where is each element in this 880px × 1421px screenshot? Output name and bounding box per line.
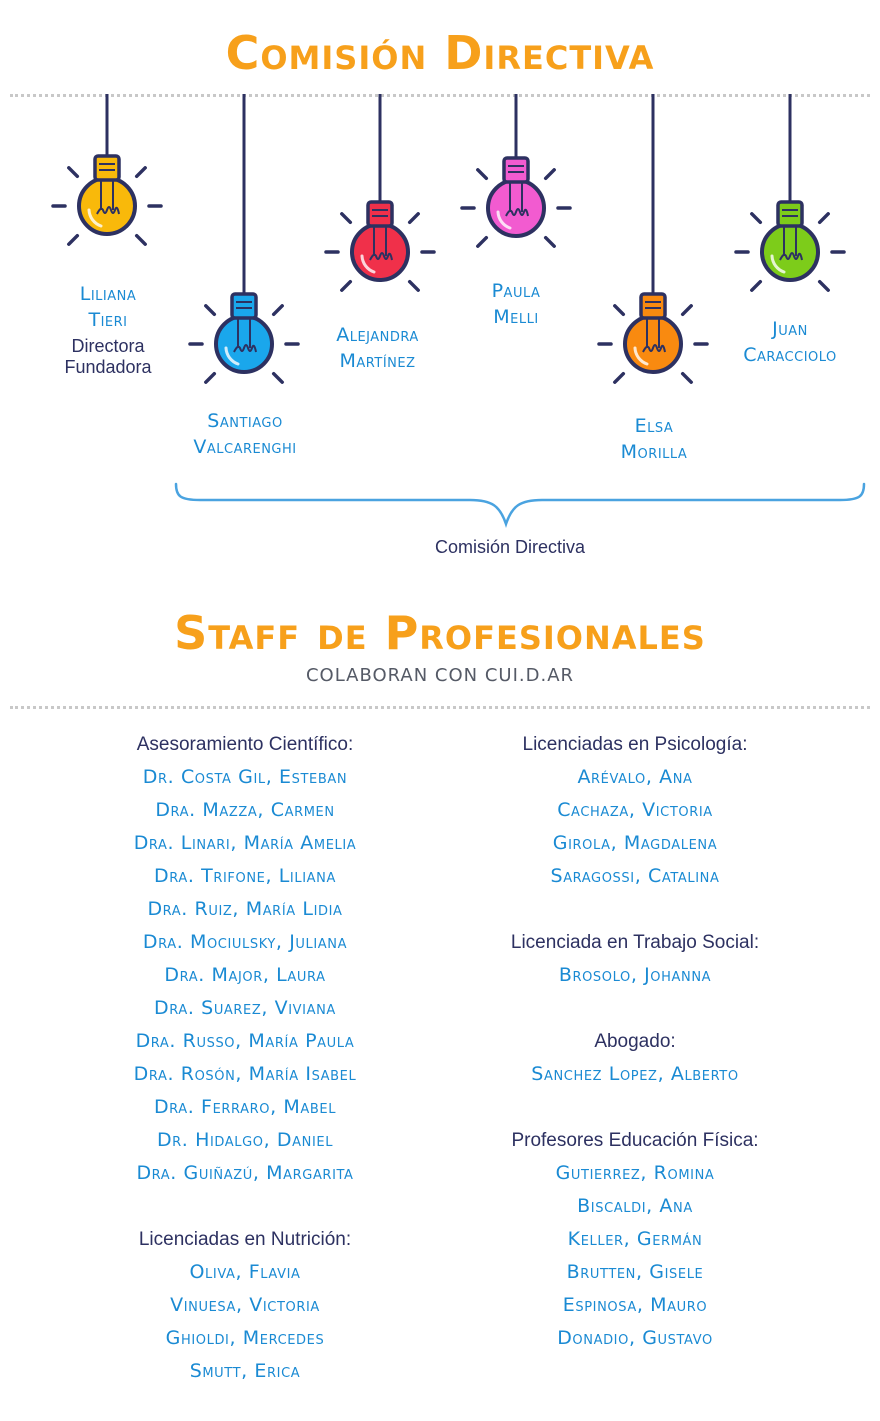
staff-member: Arévalo, Ana (577, 766, 693, 788)
staff-member: Gutierrez, Romina (555, 1162, 715, 1184)
staff-member: Vinuesa, Victoria (170, 1294, 320, 1316)
staff-column-left (45, 728, 445, 1421)
member-role (48, 336, 168, 378)
staff-member: Dr. Hidalgo, Daniel (156, 1129, 334, 1151)
member-name-1 (48, 281, 168, 333)
member-first-name: Juan (772, 318, 808, 340)
staff-member: Brutten, Gisele (566, 1261, 704, 1283)
staff-member: Dra. Mociulsky, Juliana (142, 931, 348, 953)
staff-member: Dra. Ferraro, Mabel (153, 1096, 337, 1118)
staff-group (45, 728, 445, 1190)
staff-member: Dra. Mazza, Carmen (155, 799, 335, 821)
staff-member: Dra. Russo, María Paula (135, 1030, 355, 1052)
staff-member: Dra. Linari, María Amelia (133, 832, 357, 854)
member-name-5 (594, 413, 714, 465)
staff-member: Brosolo, Johanna (558, 964, 712, 986)
staff-group (435, 926, 835, 992)
member-first-name: Santiago (207, 410, 283, 432)
staff-member: Dra. Trifone, Liliana (154, 865, 336, 887)
lightbulb-icon (326, 94, 434, 290)
group-heading: Abogado: (594, 1031, 676, 1052)
curly-bracket (170, 480, 870, 540)
group-heading: Licenciadas en Psicología: (522, 734, 748, 755)
staff-member: Dra. Rosón, María Isabel (133, 1063, 357, 1085)
member-last-name: Morilla (620, 441, 688, 463)
staff-column-right (435, 728, 835, 1388)
lightbulb-icon (53, 94, 161, 244)
member-first-name: Alejandra (336, 324, 419, 346)
group-heading: Licenciadas en Nutrición: (138, 1229, 352, 1250)
member-first-name: Liliana (79, 283, 137, 305)
staff-member: Saragossi, Catalina (550, 865, 720, 887)
staff-member: Dr. Costa Gil, Esteban (142, 766, 348, 788)
staff-member: Smutt, Erica (189, 1360, 301, 1382)
member-name-2 (170, 408, 320, 460)
staff-member: Cachaza, Victoria (557, 799, 713, 821)
member-last-name: Melli (493, 306, 539, 328)
staff-member: Oliva, Flavia (189, 1261, 301, 1283)
member-last-name: Martínez (339, 350, 416, 372)
member-last-name: Caracciolo (743, 344, 837, 366)
member-last-name: Valcarenghi (193, 436, 297, 458)
staff-member: Girola, Magdalena (552, 832, 718, 854)
staff-group (435, 728, 835, 893)
lightbulb-icon (462, 94, 570, 246)
lightbulb-icon (599, 94, 707, 382)
board-title: Comisión Directiva (225, 26, 655, 80)
staff-member: Dra. Suarez, Viviana (154, 997, 336, 1019)
staff-subtitle: COLABORAN CON CUI.D.AR (305, 665, 575, 686)
staff-member: Sanchez Lopez, Alberto (531, 1063, 739, 1085)
member-name-6 (725, 316, 855, 368)
staff-member: Espinosa, Mauro (562, 1294, 708, 1316)
role-line: Directora (71, 336, 145, 356)
staff-member: Dra. Guiñazú, Margarita (136, 1162, 354, 1184)
member-first-name: Elsa (634, 415, 674, 437)
staff-group (435, 1025, 835, 1091)
member-name-3 (310, 322, 445, 374)
staff-member: Keller, Germán (567, 1228, 703, 1250)
member-first-name: Paula (491, 280, 541, 302)
staff-member: Donadio, Gustavo (557, 1327, 713, 1349)
group-heading: Profesores Educación Física: (511, 1130, 759, 1151)
group-heading: Asesoramiento Científico: (136, 734, 354, 755)
role-line: Fundadora (64, 357, 152, 377)
staff-member: Ghioldi, Mercedes (165, 1327, 325, 1349)
staff-member: Dra. Major, Laura (164, 964, 326, 986)
bracket-label: Comisión Directiva (434, 537, 586, 557)
staff-member: Biscaldi, Ana (577, 1195, 693, 1217)
lightbulb-icon (190, 94, 298, 382)
staff-title: Staff de Profesionales (174, 606, 706, 660)
staff-member: Dra. Ruiz, María Lidia (147, 898, 343, 920)
staff-group (435, 1124, 835, 1355)
staff-group (45, 1223, 445, 1388)
lightbulb-icon (736, 94, 844, 290)
member-last-name: Tieri (88, 309, 128, 331)
member-name-4 (460, 278, 572, 330)
dotted-divider (10, 706, 870, 709)
group-heading: Licenciada en Trabajo Social: (510, 932, 760, 953)
